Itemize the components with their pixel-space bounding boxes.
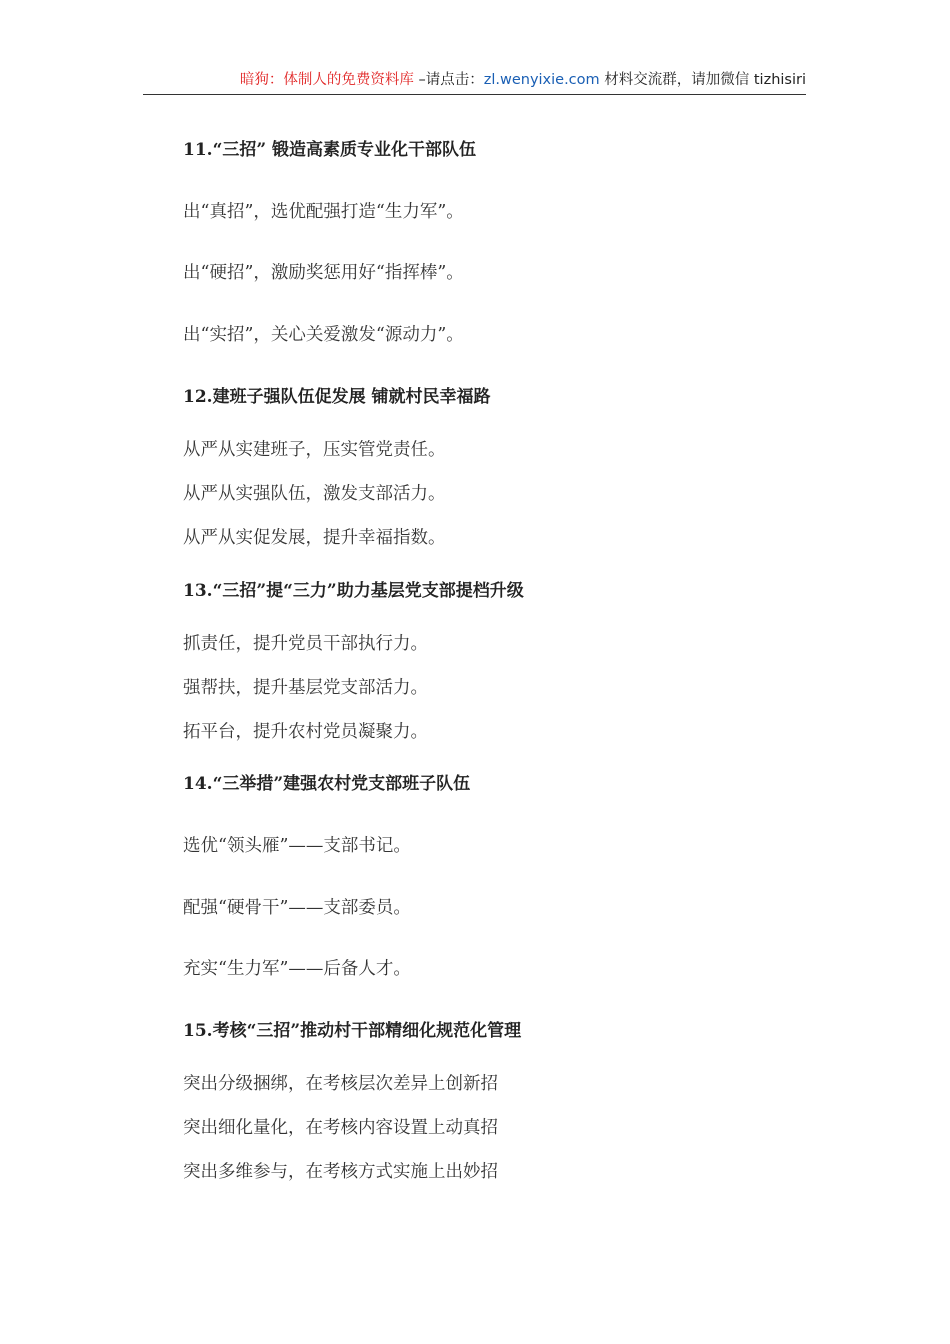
list-item: 出“实招”，关心关爱激发“源动力”。 [183,325,464,345]
list-item: 突出多维参与，在考核方式实施上出妙招 [183,1162,498,1182]
header-group-info: 材料交流群，请加微信 tizhisiri [599,72,806,88]
list-item: 突出细化量化，在考核内容设置上动真招 [183,1118,498,1138]
section-heading: 14.“三举措”建强农村党支部班子队伍 [183,774,471,794]
list-item: 拓平台，提升农村党员凝聚力。 [183,722,428,742]
header-brand: 暗狗：体制人的免费资料库 [239,72,414,88]
list-item: 出“硬招”，激励奖惩用好“指挥棒”。 [183,263,464,283]
section-heading: 12.建班子强队伍促发展 铺就村民幸福路 [183,387,491,407]
section-heading: 11.“三招” 锻造高素质专业化干部队伍 [183,140,477,160]
list-item: 配强“硬骨干”——支部委员。 [183,898,411,918]
header-link[interactable]: zl.wenyixie.com [483,72,600,88]
list-item: 出“真招”，选优配强打造“生力军”。 [183,202,464,222]
page-header [143,70,806,95]
section-heading: 13.“三招”提“三力”助力基层党支部提档升级 [183,581,524,601]
list-item: 从严从实促发展，提升幸福指数。 [183,528,446,548]
list-item: 突出分级捆绑，在考核层次差异上创新招 [183,1074,498,1094]
header-cta: –请点击： [413,72,484,88]
list-item: 从严从实建班子，压实管党责任。 [183,440,446,460]
list-item: 抓责任，提升党员干部执行力。 [183,634,428,654]
list-item: 选优“领头雁”——支部书记。 [183,836,411,856]
list-item: 从严从实强队伍，激发支部活力。 [183,484,446,504]
list-item: 充实“生力军”——后备人才。 [183,959,411,979]
section-heading: 15.考核“三招”推动村干部精细化规范化管理 [183,1021,522,1041]
list-item: 强帮扶，提升基层党支部活力。 [183,678,428,698]
